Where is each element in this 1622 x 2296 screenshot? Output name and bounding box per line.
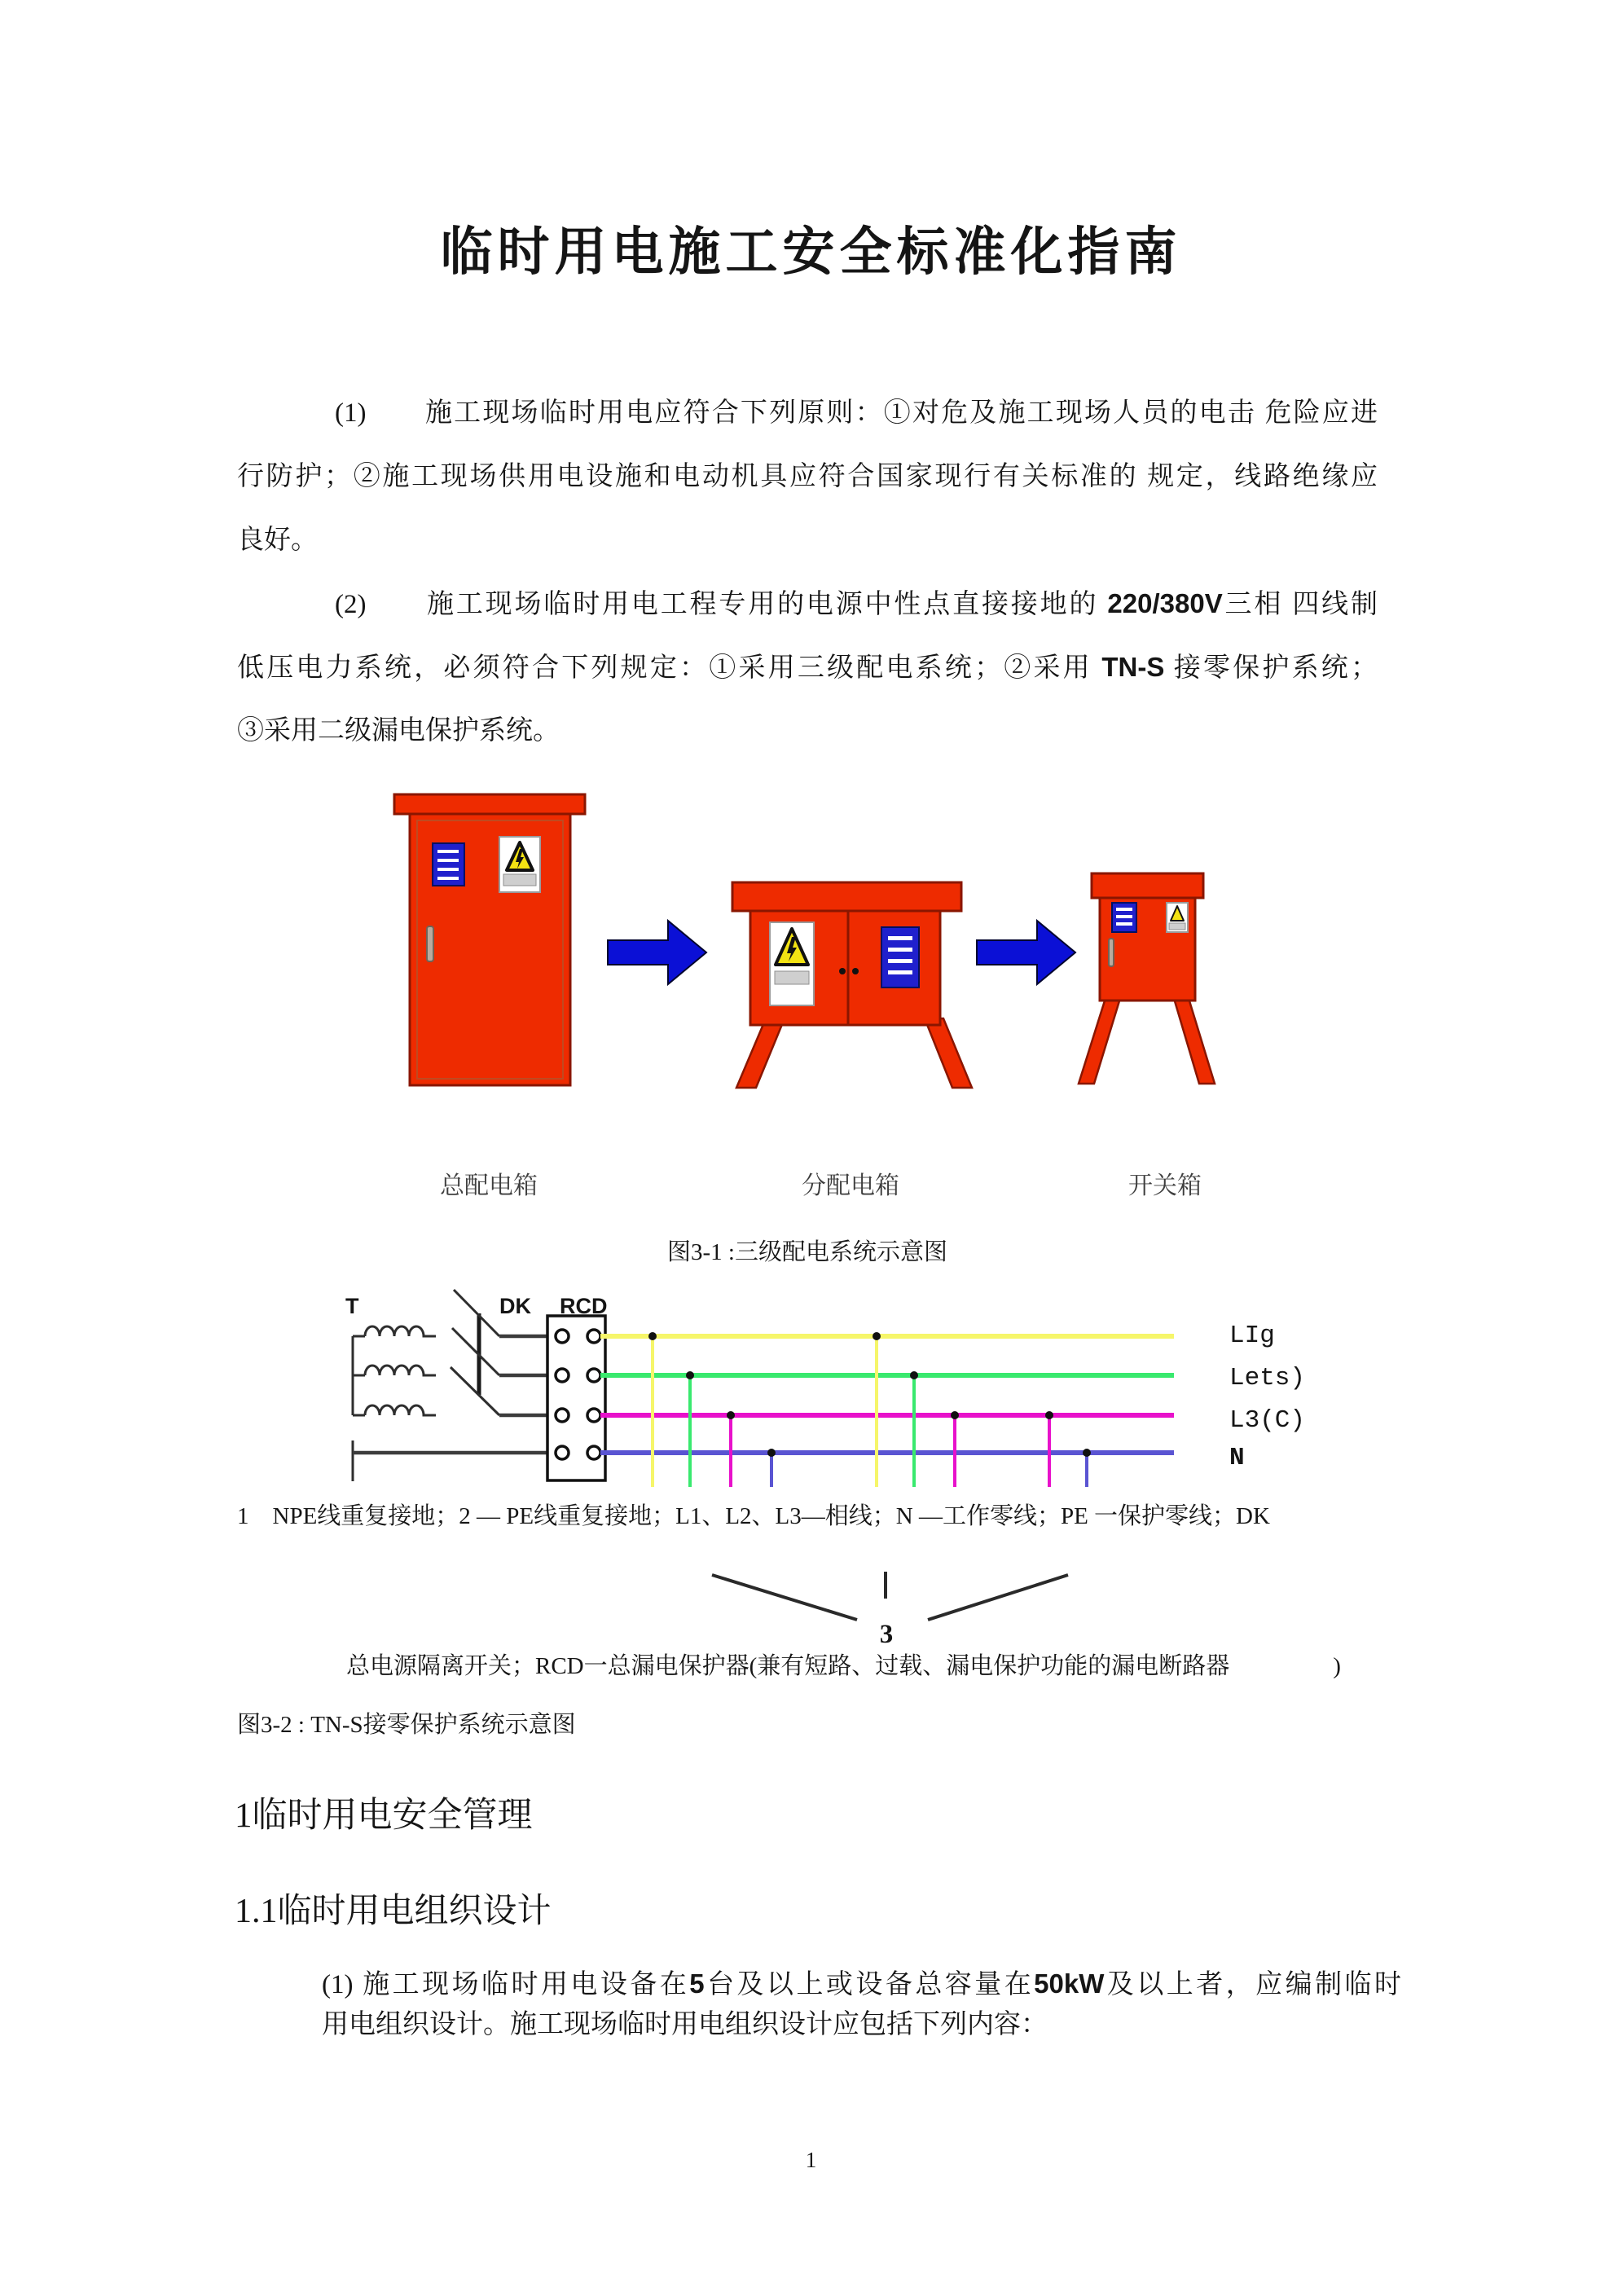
- circuit-note-2: [346, 1647, 1341, 1681]
- door-knob: [852, 968, 859, 974]
- paragraph-2-line-3: ③采用二级漏电保护系统。: [237, 716, 560, 746]
- paragraph-1-line-3: 良好。: [237, 526, 318, 555]
- paragraph-2-text2: 低压电力系统，必须符合下列规定：①采用三级配电系统；②采用: [237, 653, 1102, 683]
- paragraph-2-text-cont: 三相 四线制: [1222, 590, 1378, 619]
- label-main-distribution-box: 总配电箱: [440, 1172, 538, 1199]
- door-handle: [427, 926, 433, 961]
- arrow-right-icon: [608, 921, 706, 984]
- warning-sticker-icon: [770, 922, 814, 1005]
- circuit-note-1: 1 NPE线重复接地；2 — PE线重复接地；L1、L2、L3—相线；N —工作零线；PE 一保护零线；DK: [237, 1503, 1270, 1529]
- arrow-right-icon: [977, 921, 1075, 984]
- paragraph-2-line-1: [237, 587, 1378, 625]
- voltage-value: 220/380V: [1107, 588, 1223, 618]
- junction-dot: [686, 1371, 694, 1379]
- rcd-label: RCD: [560, 1294, 608, 1318]
- cabinet-cap: [394, 794, 585, 814]
- distribution-box: [732, 882, 972, 1088]
- section-heading-1: 1临时用电安全管理: [235, 1797, 533, 1835]
- pointer-line-left: [712, 1575, 857, 1620]
- left-leg: [1079, 996, 1121, 1084]
- capacity-value: 50kW: [1034, 1968, 1105, 1999]
- neutral-feed: [353, 1440, 547, 1481]
- paragraph-3-line-1: [322, 1967, 1401, 2002]
- junction-dot: [951, 1411, 959, 1419]
- transformer-label: T: [345, 1294, 359, 1318]
- legend-l3: L3(C): [1229, 1406, 1306, 1435]
- junction-dot: [910, 1371, 918, 1379]
- main-distribution-box: [394, 794, 585, 1085]
- junction-dot: [873, 1332, 881, 1340]
- pointer-line-right: [928, 1575, 1068, 1620]
- legend-l2: Lets): [1229, 1364, 1306, 1392]
- door-knob: [839, 968, 846, 974]
- cabinet-cap: [1092, 873, 1203, 898]
- paragraph-2-text: (2) 施工现场临时用电工程专用的电源中性点直接接地的: [335, 590, 1108, 619]
- paragraph-3-text-a: (1) 施工现场临时用电设备在: [322, 1970, 690, 1999]
- junction-dot: [1045, 1411, 1053, 1419]
- junction-dot: [1083, 1449, 1091, 1457]
- junction-dot: [727, 1411, 735, 1419]
- paragraph-3-line-2: 用电组织设计。施工现场临时用电组织设计应包括下列内容：: [322, 2010, 1048, 2039]
- warning-sticker-icon: [499, 837, 540, 892]
- junction-dot: [767, 1449, 776, 1457]
- circuit-note-2-text: 总电源隔离开关；RCD一总漏电保护器(兼有短路、过载、漏电保护功能的漏电断路器: [346, 1653, 1230, 1679]
- warning-sticker-icon: [1167, 903, 1188, 932]
- switch-box: [1079, 873, 1215, 1084]
- transformer-icon: [353, 1326, 436, 1415]
- cabinet-cap: [732, 882, 961, 911]
- door-handle: [1109, 939, 1114, 966]
- tns-circuit-diagram: [310, 1271, 1385, 1491]
- figure-three-stage-distribution: [358, 782, 1303, 1141]
- paragraph-3-text-c: 及以上者，应编制临时: [1104, 1970, 1402, 1999]
- figure2-caption: 图3-2 : TN-S接零保护系统示意图: [237, 1712, 576, 1738]
- right-leg: [925, 1018, 972, 1088]
- junction-dot: [648, 1332, 657, 1340]
- paragraph-1-line-2: 行防护；②施工现场供用电设施和电动机具应符合国家现行有关标准的 规定，线路绝缘应: [237, 462, 1378, 491]
- page-number: 1: [805, 2148, 817, 2172]
- paragraph-2-text2-cont: 接零保护系统；: [1164, 653, 1378, 683]
- page-title: 临时用电施工安全标准化指南: [440, 223, 1182, 281]
- figure1-caption: 图3-1 :三级配电系统示意图: [667, 1239, 947, 1265]
- equipment-count: 5: [689, 1968, 705, 1999]
- legend-l1: LIg: [1229, 1322, 1275, 1350]
- left-leg: [736, 1018, 785, 1088]
- legend-n: N: [1229, 1444, 1245, 1472]
- label-switch-box: 开关箱: [1128, 1172, 1202, 1199]
- label-distribution-box: 分配电箱: [802, 1172, 899, 1199]
- tns-label: TN-S: [1101, 652, 1165, 682]
- right-leg: [1173, 996, 1215, 1084]
- annotation-number: 3: [879, 1620, 894, 1649]
- paragraph-2-line-2: [237, 651, 1378, 688]
- dk-label: DK: [499, 1294, 531, 1318]
- paragraph-3-text-b: 台及以上或设备总容量在: [704, 1970, 1035, 1999]
- section-heading-1-1: 1.1临时用电组织设计: [235, 1893, 552, 1930]
- paragraph-1-line-1: (1) 施工现场临时用电应符合下列原则：①对危及施工现场人员的电击 危险应进: [335, 398, 1378, 428]
- circuit-note-2-close: ): [1333, 1653, 1341, 1679]
- rcd-box: [547, 1316, 605, 1480]
